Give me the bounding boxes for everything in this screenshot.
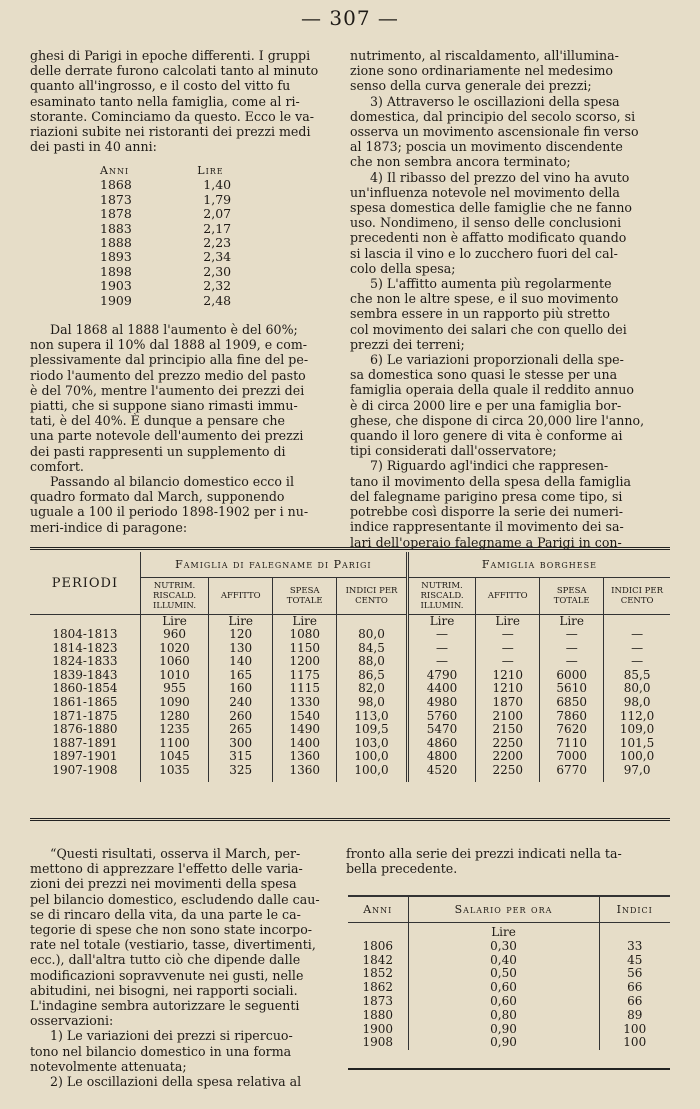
value-cell: 130 bbox=[209, 642, 273, 656]
value-cell: 160 bbox=[209, 682, 273, 696]
value-cell: 960 bbox=[140, 628, 208, 642]
left-column-top-text bbox=[30, 48, 346, 154]
table-row bbox=[348, 954, 670, 968]
subheader-cell: NUTRIM. RISCALD. ILLUMIN. bbox=[140, 578, 208, 615]
unit-cell: Lire bbox=[140, 615, 208, 629]
value-cell: 2200 bbox=[476, 750, 540, 764]
group-borghese-header: Famiglia borghese bbox=[407, 552, 670, 578]
text-line: pel bilancio domestico, escludendo dalle cau- bbox=[30, 891, 320, 907]
value-cell: 80,0 bbox=[604, 682, 670, 696]
periodi-header: PERIODI bbox=[51, 575, 119, 591]
text-line: tano il movimento della spesa della famiglia bbox=[350, 473, 632, 489]
text-line: bella precedente. bbox=[346, 861, 458, 877]
text-line: dei pasti rappresenti un supplemento di bbox=[30, 443, 286, 459]
year-cell: 1873 bbox=[100, 191, 132, 207]
group-falegname-header: Famiglia di falegname di Parigi bbox=[140, 552, 407, 578]
value-cell: 4790 bbox=[407, 669, 475, 683]
index-cell: 45 bbox=[599, 954, 670, 968]
value-cell: 86,5 bbox=[337, 669, 408, 683]
table-row bbox=[348, 940, 670, 954]
value-cell: 955 bbox=[140, 682, 208, 696]
value-cell: 1115 bbox=[273, 682, 337, 696]
left-column-mid-text bbox=[30, 322, 346, 535]
salary-cell: 0,60 bbox=[408, 981, 599, 995]
unit-cell: Lire bbox=[407, 615, 475, 629]
period-cell: 1876-1880 bbox=[52, 722, 118, 737]
text-line: un'influenza notevole nel movimento della bbox=[350, 184, 620, 200]
year-cell: 1908 bbox=[362, 1035, 394, 1050]
period-cell: 1897-1901 bbox=[52, 749, 118, 764]
text-line: tono nel bilancio domestico in una forma bbox=[30, 1043, 292, 1059]
table-row bbox=[30, 655, 670, 669]
value-cell: 1360 bbox=[273, 764, 337, 782]
text-line: 1) Le variazioni dei prezzi si ripercuo- bbox=[50, 1028, 293, 1044]
value-cell: — bbox=[476, 655, 540, 669]
text-line: comfort. bbox=[30, 458, 84, 474]
table-row bbox=[348, 1009, 670, 1023]
text-line: indice rappresentante il movimento dei sa- bbox=[350, 519, 624, 535]
index-cell: 66 bbox=[599, 995, 670, 1009]
value-cell: — bbox=[476, 642, 540, 656]
period-cell: 1871-1875 bbox=[52, 708, 118, 723]
value-cell: 4860 bbox=[407, 737, 475, 751]
year-cell: 1903 bbox=[100, 278, 132, 294]
value-cell: — bbox=[604, 642, 670, 656]
text-line: zioni dei prezzi nei movimenti della spesa bbox=[30, 876, 297, 892]
price-cell: 2,48 bbox=[203, 292, 232, 308]
text-line: 5) L'affitto aumenta più regolarmente bbox=[370, 276, 612, 292]
year-cell: 1893 bbox=[100, 249, 132, 265]
salary-cell: 0,90 bbox=[408, 1036, 599, 1050]
index-cell: 89 bbox=[599, 1009, 670, 1023]
value-cell: 165 bbox=[209, 669, 273, 683]
text-line: domestica, dal principio del secolo scorso, si bbox=[350, 108, 636, 124]
salary-header-indici: Indici bbox=[599, 896, 670, 923]
text-line: uso. Nondimeno, il senso delle conclusioni bbox=[350, 215, 622, 231]
text-line: senso della curva generale dei prezzi; bbox=[350, 78, 592, 94]
text-line: osservazioni: bbox=[30, 1013, 114, 1029]
value-cell: 2250 bbox=[476, 764, 540, 782]
year-cell: 1878 bbox=[100, 206, 132, 222]
value-cell: 120 bbox=[209, 628, 273, 642]
value-cell: 7000 bbox=[540, 750, 604, 764]
text-line: mettono di apprezzare l'effetto delle varia- bbox=[30, 861, 303, 877]
text-line: nutrimento, al riscaldamento, all'illumina- bbox=[350, 48, 619, 63]
table-row bbox=[100, 265, 280, 279]
value-cell: 265 bbox=[209, 723, 273, 737]
price-cell: 1,40 bbox=[203, 177, 232, 193]
table-row bbox=[100, 193, 280, 207]
page-number: — 307 — bbox=[301, 6, 399, 30]
value-cell: 7860 bbox=[540, 710, 604, 724]
subheader-cell: NUTRIM. RISCALD. ILLUMIN. bbox=[407, 578, 475, 615]
salary-cell: 0,90 bbox=[408, 1023, 599, 1037]
year-cell: 1888 bbox=[100, 235, 132, 251]
text-line: rate nel totale (vestiario, tasse, divertimenti, bbox=[30, 937, 316, 953]
text-line: delle derrate furono calcolati tanto al minuto bbox=[30, 63, 319, 79]
unit-cell: Lire bbox=[273, 615, 337, 629]
text-line: 3) Attraverso le oscillazioni della spesa bbox=[370, 93, 620, 109]
value-cell: 1280 bbox=[140, 710, 208, 724]
right-column-top-text bbox=[350, 48, 670, 550]
index-cell: 66 bbox=[599, 981, 670, 995]
value-cell: 2100 bbox=[476, 710, 540, 724]
text-line: abitudini, nei bisogni, nei rapporti sociali. bbox=[30, 982, 298, 998]
text-line: riodo l'aumento del prezzo medio del pasto bbox=[30, 367, 306, 383]
year-cell: 1862 bbox=[362, 980, 394, 995]
value-cell: 109,0 bbox=[604, 723, 670, 737]
value-cell: 1045 bbox=[140, 750, 208, 764]
value-cell: 325 bbox=[209, 764, 273, 782]
table-row bbox=[30, 723, 670, 737]
text-line: sa domestica sono quasi le stesse per una bbox=[350, 367, 618, 383]
text-line: ghesi di Parigi in epoche differenti. I gruppi bbox=[30, 48, 311, 63]
value-cell: — bbox=[604, 628, 670, 642]
text-line: del falegname parigino presa come tipo, si bbox=[350, 488, 623, 504]
text-line: prezzi dei terreni; bbox=[350, 336, 465, 352]
salary-cell: 0,80 bbox=[408, 1009, 599, 1023]
text-line: ecc.), dall'altra tutto ciò che dipende dalle bbox=[30, 952, 301, 968]
value-cell: 84,5 bbox=[337, 642, 408, 656]
prices-header-lire: Lire bbox=[197, 164, 224, 177]
text-line: famiglia operaia della quale il reddito annuo bbox=[350, 382, 634, 398]
text-line: lari dell'operaio falegname a Parigi in con- bbox=[350, 534, 622, 550]
text-line: col movimento dei salari che con quello dei bbox=[350, 321, 627, 337]
value-cell: 6770 bbox=[540, 764, 604, 782]
value-cell: 100,0 bbox=[337, 764, 408, 782]
value-cell: 1150 bbox=[273, 642, 337, 656]
text-line: non supera il 10% dal 1888 al 1909, e com- bbox=[30, 337, 308, 353]
unit-empty-cell bbox=[599, 923, 670, 940]
value-cell: 5470 bbox=[407, 723, 475, 737]
salary-header-anni: Anni bbox=[348, 896, 408, 923]
text-line: precedenti non è affatto modificato quando bbox=[350, 230, 627, 246]
salary-index-table bbox=[348, 895, 670, 1050]
value-cell: — bbox=[407, 655, 475, 669]
value-cell: 103,0 bbox=[337, 737, 408, 751]
index-cell: 56 bbox=[599, 967, 670, 981]
value-cell: 5760 bbox=[407, 710, 475, 724]
value-cell: 2150 bbox=[476, 723, 540, 737]
text-line: 2) Le oscillazioni della spesa relativa al bbox=[50, 1074, 302, 1090]
table-row bbox=[30, 737, 670, 751]
text-line: notevolmente attenuata; bbox=[30, 1058, 187, 1074]
text-line: dei pasti in 40 anni: bbox=[30, 139, 157, 155]
table-bottom-rule bbox=[30, 818, 670, 821]
value-cell: 98,0 bbox=[604, 696, 670, 710]
value-cell: 1235 bbox=[140, 723, 208, 737]
value-cell: 260 bbox=[209, 710, 273, 724]
subheader-cell: AFFITTO bbox=[209, 578, 273, 615]
text-line: piatti, che si suppone siano rimasti immu- bbox=[30, 398, 298, 414]
value-cell: 315 bbox=[209, 750, 273, 764]
period-cell: 1887-1891 bbox=[52, 735, 118, 750]
index-cell: 100 bbox=[599, 1036, 670, 1050]
subheader-cell: INDICI PER CENTO bbox=[604, 578, 670, 615]
unit-empty-cell bbox=[348, 923, 408, 940]
price-cell: 1,79 bbox=[203, 191, 232, 207]
text-line: al 1873; poscia un movimento discendente bbox=[350, 139, 623, 155]
period-cell: 1861-1865 bbox=[52, 694, 118, 709]
salary-header-salario: Salario per ora bbox=[408, 896, 599, 923]
text-line: Dal 1868 al 1888 l'aumento è del 60%; bbox=[50, 322, 298, 337]
table-row bbox=[100, 294, 280, 308]
salary-unit-row bbox=[348, 923, 670, 940]
value-cell: 1100 bbox=[140, 737, 208, 751]
meal-prices-table bbox=[100, 164, 280, 308]
value-cell: 100,0 bbox=[337, 750, 408, 764]
price-cell: 2,34 bbox=[203, 249, 232, 265]
value-cell: 4980 bbox=[407, 696, 475, 710]
text-line: fronto alla serie dei prezzi indicati nella ta- bbox=[346, 846, 622, 861]
value-cell: 1210 bbox=[476, 682, 540, 696]
text-line: se di rincaro della vita, da una parte le ca- bbox=[30, 906, 301, 922]
value-cell: 1360 bbox=[273, 750, 337, 764]
table-row bbox=[30, 710, 670, 724]
value-cell: 4520 bbox=[407, 764, 475, 782]
table-row bbox=[100, 178, 280, 192]
table-row bbox=[30, 750, 670, 764]
table-row bbox=[30, 696, 670, 710]
unit-cell: Lire bbox=[476, 615, 540, 629]
value-cell: 1200 bbox=[273, 655, 337, 669]
text-line: zione sono ordinariamente nel medesimo bbox=[350, 63, 613, 79]
table-row bbox=[348, 995, 670, 1009]
value-cell: 1010 bbox=[140, 669, 208, 683]
value-cell: 4400 bbox=[407, 682, 475, 696]
value-cell: 1035 bbox=[140, 764, 208, 782]
index-cell: 100 bbox=[599, 1023, 670, 1037]
right-column-bottom-text bbox=[346, 846, 670, 876]
table-row bbox=[348, 1023, 670, 1037]
table-row bbox=[100, 279, 280, 293]
text-line: è del 70%, mentre l'aumento dei prezzi dei bbox=[30, 382, 305, 398]
table-row bbox=[348, 1036, 670, 1050]
value-cell: 100,0 bbox=[604, 750, 670, 764]
value-cell: 88,0 bbox=[337, 655, 408, 669]
value-cell: — bbox=[540, 628, 604, 642]
value-cell: 2250 bbox=[476, 737, 540, 751]
table-row bbox=[30, 669, 670, 683]
value-cell: 140 bbox=[209, 655, 273, 669]
value-cell: 6000 bbox=[540, 669, 604, 683]
value-cell: 1020 bbox=[140, 642, 208, 656]
year-cell: 1852 bbox=[362, 966, 394, 981]
index-cell: 33 bbox=[599, 940, 670, 954]
year-cell: 1880 bbox=[362, 1007, 394, 1022]
period-cell: 1814-1823 bbox=[52, 640, 118, 655]
text-line: esaminato tanto nella famiglia, come al ri- bbox=[30, 93, 300, 109]
text-line: tipi considerati dall'osservatore; bbox=[350, 443, 557, 459]
text-line: storante. Cominciamo da questo. Ecco le va- bbox=[30, 108, 315, 124]
value-cell: 7620 bbox=[540, 723, 604, 737]
value-cell: 6850 bbox=[540, 696, 604, 710]
subheader-cell: INDICI PER CENTO bbox=[337, 578, 408, 615]
text-line: che non sembra ancora terminato; bbox=[350, 154, 571, 170]
value-cell: — bbox=[476, 628, 540, 642]
value-cell: 1210 bbox=[476, 669, 540, 683]
year-cell: 1873 bbox=[362, 993, 394, 1008]
text-line: è di circa 2000 lire e per una famiglia bor- bbox=[350, 397, 622, 413]
text-line: 6) Le variazioni proporzionali della spe- bbox=[370, 352, 624, 368]
unit-cell: Lire bbox=[540, 615, 604, 629]
table-row bbox=[348, 981, 670, 995]
year-cell: 1868 bbox=[100, 177, 132, 193]
period-cell: 1860-1854 bbox=[52, 681, 118, 696]
salary-cell: 0,60 bbox=[408, 995, 599, 1009]
period-cell: 1804-1813 bbox=[52, 627, 118, 641]
year-cell: 1909 bbox=[100, 292, 132, 308]
price-cell: 2,32 bbox=[203, 278, 232, 294]
year-cell: 1883 bbox=[100, 220, 132, 236]
value-cell: 109,5 bbox=[337, 723, 408, 737]
value-cell: 300 bbox=[209, 737, 273, 751]
value-cell: 98,0 bbox=[337, 696, 408, 710]
text-line: si lascia il vino e lo zucchero fuori del cal- bbox=[350, 245, 618, 261]
value-cell: — bbox=[604, 655, 670, 669]
value-cell: 1060 bbox=[140, 655, 208, 669]
table-row bbox=[30, 764, 670, 782]
text-line: spesa domestica delle famiglie che ne fanno bbox=[350, 200, 633, 216]
text-line: 7) Riguardo agl'indici che rappresen- bbox=[370, 458, 609, 474]
unit-cell bbox=[604, 615, 670, 629]
value-cell: — bbox=[407, 642, 475, 656]
table-row bbox=[348, 967, 670, 981]
value-cell: 1090 bbox=[140, 696, 208, 710]
price-cell: 2,17 bbox=[203, 220, 232, 236]
value-cell: 80,0 bbox=[337, 628, 408, 642]
value-cell: 1175 bbox=[273, 669, 337, 683]
value-cell: — bbox=[540, 642, 604, 656]
text-line: tegorie di spese che non sono state incorpo- bbox=[30, 922, 313, 938]
table-row bbox=[30, 642, 670, 656]
salary-cell: 0,30 bbox=[408, 940, 599, 954]
subheader-cell: SPESA TOTALE bbox=[273, 578, 337, 615]
price-cell: 2,30 bbox=[203, 263, 232, 279]
units-empty-cell bbox=[30, 615, 140, 629]
salary-table-bottom-rule bbox=[348, 1068, 670, 1070]
text-line: che non le altre spese, e il suo movimento bbox=[350, 291, 619, 307]
price-cell: 2,23 bbox=[203, 235, 232, 251]
text-line: tati, è del 40%. È dunque a pensare che bbox=[30, 413, 285, 429]
text-line: ghese, che dispone di circa 20,000 lire l'anno, bbox=[350, 412, 645, 428]
text-line: quanto all'ingrosso, e il costo del vitto fu bbox=[30, 78, 291, 94]
text-line: plessivamente dal principio alla fine del pe- bbox=[30, 352, 309, 368]
text-line: modificazioni sopravvenute nei gusti, nelle bbox=[30, 967, 304, 983]
value-cell: 5610 bbox=[540, 682, 604, 696]
price-cell: 2,07 bbox=[203, 206, 232, 222]
table-row bbox=[30, 628, 670, 642]
value-cell: 101,5 bbox=[604, 737, 670, 751]
table-row bbox=[100, 207, 280, 221]
year-cell: 1842 bbox=[362, 952, 394, 967]
year-cell: 1806 bbox=[362, 938, 394, 953]
text-line: “Questi risultati, osserva il March, per- bbox=[50, 846, 301, 861]
text-line: L'indagine sembra autorizzare le seguenti bbox=[30, 998, 300, 1014]
text-line: sembra essere in un rapporto più stretto bbox=[350, 306, 610, 322]
unit-cell bbox=[337, 615, 408, 629]
unit-cell: Lire bbox=[209, 615, 273, 629]
table-row bbox=[30, 682, 670, 696]
value-cell: 113,0 bbox=[337, 710, 408, 724]
value-cell: 97,0 bbox=[604, 764, 670, 782]
household-budget-table bbox=[30, 552, 670, 782]
value-cell: 1540 bbox=[273, 710, 337, 724]
text-line: una parte notevole dell'aumento dei prezzi bbox=[30, 428, 304, 444]
period-cell: 1824-1833 bbox=[52, 654, 118, 669]
value-cell: 7110 bbox=[540, 737, 604, 751]
subheader-cell: SPESA TOTALE bbox=[540, 578, 604, 615]
table-row bbox=[100, 222, 280, 236]
value-cell: 1400 bbox=[273, 737, 337, 751]
salary-cell: 0,40 bbox=[408, 954, 599, 968]
subheader-cell: AFFITTO bbox=[476, 578, 540, 615]
period-cell: 1907-1908 bbox=[52, 762, 118, 777]
table-top-rule bbox=[30, 547, 670, 550]
value-cell: 82,0 bbox=[337, 682, 408, 696]
units-row bbox=[30, 615, 670, 629]
text-line: meri-indice di paragone: bbox=[30, 519, 188, 535]
salary-cell: 0,50 bbox=[408, 967, 599, 981]
value-cell: — bbox=[540, 655, 604, 669]
text-line: Passando al bilancio domestico ecco il bbox=[50, 474, 294, 490]
text-line: potrebbe così disporre la serie dei numeri- bbox=[350, 504, 624, 520]
value-cell: 1870 bbox=[476, 696, 540, 710]
table-row bbox=[100, 236, 280, 250]
text-line: riazioni subite nei ristoranti dei prezzi medi bbox=[30, 124, 311, 140]
text-line: quando il loro genere di vita è conforme ai bbox=[350, 428, 623, 444]
left-column-bottom-text bbox=[30, 846, 334, 1089]
value-cell: 240 bbox=[209, 696, 273, 710]
value-cell: 1330 bbox=[273, 696, 337, 710]
period-cell: 1839-1843 bbox=[52, 667, 118, 682]
value-cell: 112,0 bbox=[604, 710, 670, 724]
value-cell: 4800 bbox=[407, 750, 475, 764]
value-cell: 85,5 bbox=[604, 669, 670, 683]
prices-header-anni: Anni bbox=[100, 164, 130, 177]
value-cell: 1080 bbox=[273, 628, 337, 642]
text-line: uguale a 100 il periodo 1898-1902 per i nu- bbox=[30, 504, 309, 520]
text-line: osserva un movimento ascensionale fin verso bbox=[350, 124, 639, 140]
text-line: 4) Il ribasso del prezzo del vino ha avuto bbox=[370, 169, 630, 185]
year-cell: 1898 bbox=[100, 263, 132, 279]
value-cell: 1490 bbox=[273, 723, 337, 737]
unit-cell: Lire bbox=[408, 923, 599, 940]
text-line: colo della spesa; bbox=[350, 260, 456, 276]
text-line: quadro formato dal March, supponendo bbox=[30, 489, 285, 505]
year-cell: 1900 bbox=[362, 1021, 394, 1036]
value-cell: — bbox=[407, 628, 475, 642]
table-row bbox=[100, 250, 280, 264]
